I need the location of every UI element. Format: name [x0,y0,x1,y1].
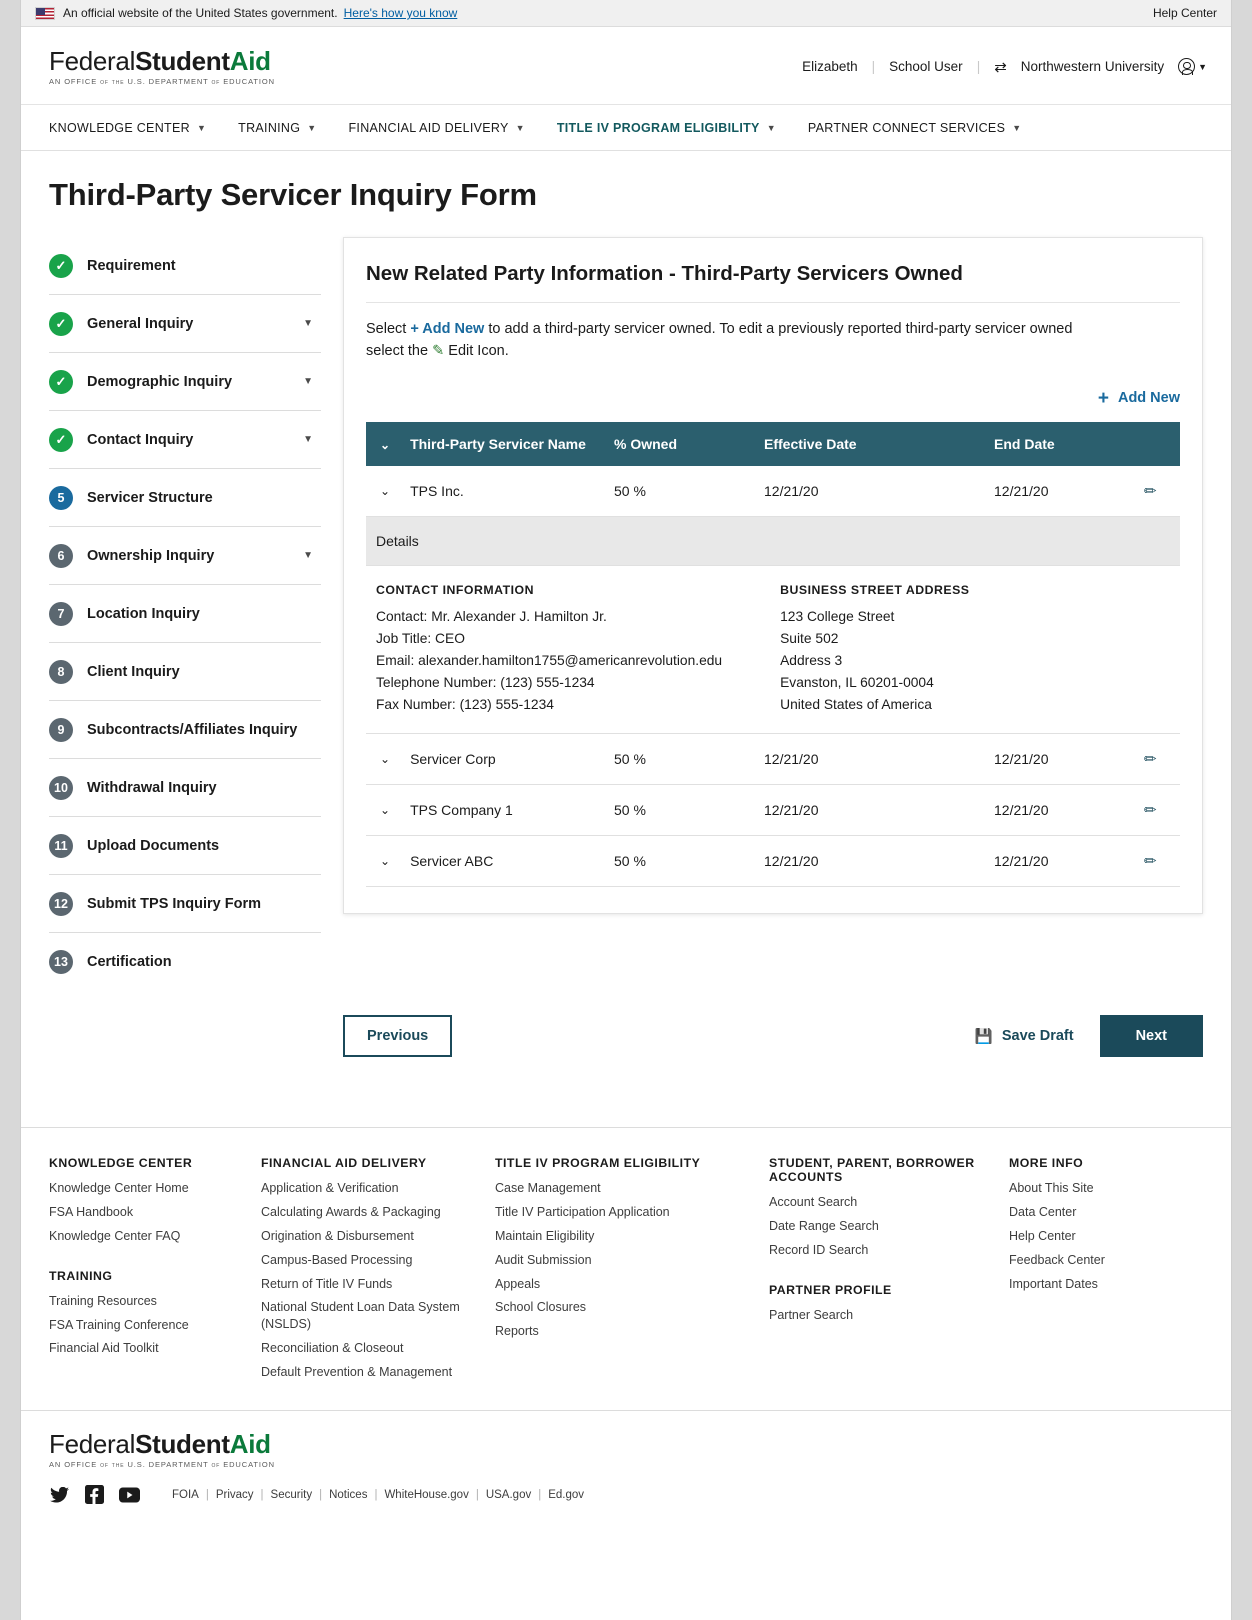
form-actions [343,1015,1203,1057]
details-header-row [366,516,1180,565]
contact-information-block [376,582,722,718]
main-navigation [21,105,1231,151]
address-line-1: 123 College Street [780,609,895,625]
step-status-check-icon [49,312,73,336]
footer-heading-partner-profile: PARTNER PROFILE [769,1282,892,1297]
previous-button[interactable]: Previous [343,1015,452,1057]
footer-link[interactable]: Title IV Participation Application [495,1204,670,1219]
row-percent-owned: 50 % [604,734,754,785]
chevron-down-icon: ▼ [1198,61,1207,72]
legal-link-whitehouse[interactable]: WhiteHouse.gov [384,1488,469,1501]
nav-item-financial-aid-delivery[interactable] [349,105,543,150]
social-and-legal [49,1484,1203,1505]
instruction-part-2: to add a third-party servicer owned. To edit a previously reported third-party servicer owned select the [366,321,1073,359]
row-effective-date: 12/21/20 [754,836,984,887]
divider-2: | [976,59,981,74]
swap-arrows-icon[interactable]: ⇄ [994,58,1007,76]
step-number-badge: 7 [49,602,73,626]
details-grid [376,582,1170,718]
card-instructions [366,319,1106,363]
row-edit-cell[interactable] [1134,734,1180,785]
row-end-date: 12/21/20 [984,836,1134,887]
row-servicer-name: Servicer Corp [400,734,604,785]
footer-link[interactable]: Help Center [1009,1228,1076,1243]
step-label: Submit TPS Inquiry Form [87,895,262,912]
add-new-row [366,389,1180,408]
how-you-know-link[interactable]: Here's how you know [343,6,458,20]
business-address-block [780,582,969,718]
row-servicer-name: TPS Inc. [400,466,604,517]
row-percent-owned: 50 % [604,836,754,887]
footer-bottom [21,1410,1231,1532]
details-content [366,565,1180,734]
contact-email: Email: alexander.hamilton1755@americanrevolution.edu [376,653,723,669]
step-number-badge: 10 [49,776,73,800]
address-line-3: Address 3 [780,653,843,669]
details-label: Details [366,516,1180,565]
address-line-2: Suite 502 [780,631,839,647]
step-subcontracts-affiliates-inquiry[interactable] [49,701,321,759]
step-label: Servicer Structure [87,489,213,506]
page-root [20,0,1232,1620]
legal-link-privacy[interactable]: Privacy [215,1488,254,1501]
footer-heading-training: TRAINING [49,1268,113,1283]
chevron-down-icon: ▼ [196,122,207,133]
row-effective-date: 12/21/20 [754,734,984,785]
step-demographic-inquiry[interactable] [49,353,321,411]
step-label: Certification [87,954,172,970]
divider-1: | [871,59,876,74]
footer-link[interactable]: Application & Verification [261,1181,399,1195]
edit-pencil-icon[interactable]: ✏ [1144,751,1157,769]
footer-link[interactable]: Training Resources [49,1293,157,1308]
nav-label: FINANCIAL AID DELIVERY [348,120,509,135]
step-number-badge: 12 [49,892,73,916]
user-avatar-icon [1178,58,1195,75]
legal-link-foia[interactable]: FOIA [172,1488,199,1501]
footer-link[interactable]: Important Dates [1009,1276,1098,1291]
row-end-date: 12/21/20 [984,734,1134,785]
add-new-label: Add New [1117,390,1180,406]
footer-column-title-iv-program-eligibility [495,1156,735,1388]
legal-link-usagov[interactable]: USA.gov [485,1488,532,1501]
column-end-date[interactable]: End Date [984,422,1134,466]
footer-link[interactable]: FSA Training Conference [49,1317,189,1332]
plus-icon: + [1097,387,1109,409]
pencil-icon: ✎ [432,342,445,359]
nav-item-knowledge-center[interactable] [49,105,224,150]
step-requirement[interactable] [49,237,321,295]
footer-link[interactable]: Appeals [495,1276,541,1291]
step-withdrawal-inquiry[interactable] [49,759,321,817]
facebook-icon[interactable] [84,1484,105,1505]
expand-all-header[interactable] [366,422,400,466]
government-banner [21,0,1231,27]
row-expand-toggle[interactable]: ⌄ [366,836,400,887]
footer-link[interactable]: Feedback Center [1009,1252,1105,1267]
step-label: Ownership Inquiry [87,547,215,564]
row-expand-toggle[interactable]: ⌄ [366,785,400,836]
footer-fsa-logo[interactable] [49,1428,1203,1469]
step-status-check-icon [49,254,73,278]
step-status-check-icon [49,370,73,394]
step-number-badge: 8 [49,660,73,684]
footer-logo-aid: Aid [229,1428,271,1459]
footer-link[interactable]: Case Management [495,1181,601,1195]
logo-aid: Aid [229,45,271,76]
step-number-badge: 6 [49,544,73,568]
account-menu-button[interactable] [1178,58,1207,75]
add-new-button[interactable] [1098,389,1180,408]
row-effective-date: 12/21/20 [754,466,984,517]
row-end-date: 12/21/20 [984,466,1134,517]
edit-pencil-icon[interactable]: ✏ [1144,802,1157,820]
step-status-check-icon [49,428,73,452]
floppy-disk-icon: 💾 [974,1028,993,1045]
edit-pencil-icon[interactable]: ✏ [1144,482,1157,500]
footer-logo-federal: Federal [49,1428,136,1459]
twitter-icon[interactable] [49,1484,70,1505]
card-heading: New Related Party Information - Third-Party Servicers Owned [366,262,1180,303]
legal-link-edgov[interactable]: Ed.gov [548,1488,585,1501]
nav-label: TITLE IV PROGRAM ELIGIBILITY [556,120,760,135]
legal-link-notices[interactable]: Notices [329,1488,368,1501]
row-effective-date: 12/21/20 [754,785,984,836]
table-header-row [366,422,1180,466]
row-expand-toggle[interactable]: ⌄ [366,466,400,517]
masthead [21,27,1231,105]
chevron-down-icon[interactable]: ▼ [303,318,313,329]
logo-federal: Federal [49,45,136,76]
business-address-heading: BUSINESS STREET ADDRESS [780,582,970,597]
organization-name: Northwestern University [1020,59,1165,74]
step-number-badge: 11 [49,834,73,858]
legal-sep: | [205,1488,209,1501]
step-number-badge: 5 [49,486,73,510]
row-servicer-name: TPS Company 1 [400,785,604,836]
table-body [366,466,1180,887]
step-general-inquiry[interactable] [49,295,321,353]
step-location-inquiry[interactable] [49,585,321,643]
column-percent-owned[interactable]: % Owned [604,422,754,466]
step-label: Location Inquiry [87,605,200,622]
row-edit-cell[interactable] [1134,466,1180,517]
footer-link[interactable]: Record ID Search [769,1242,869,1257]
contact-fax: Fax Number: (123) 555-1234 [376,697,554,713]
chevron-down-icon: ▼ [307,122,317,133]
footer-logo-student: Student [135,1428,230,1459]
row-end-date: 12/21/20 [984,785,1134,836]
address-city-state-zip: Evanston, IL 60201-0004 [780,675,934,691]
step-client-inquiry[interactable] [49,643,321,701]
step-label: Upload Documents [87,837,220,854]
column-effective-date[interactable]: Effective Date [754,422,984,466]
next-button[interactable]: Next [1100,1015,1203,1057]
legal-sep: | [319,1488,323,1501]
nav-item-title-iv-program-eligibility[interactable] [557,105,794,150]
logo-tagline: AN OFFICE of the U.S. DEPARTMENT of EDUCATION [49,76,275,86]
table-row[interactable] [366,836,1180,887]
chevron-down-icon: ▼ [1012,122,1022,133]
step-certification[interactable] [49,933,321,991]
footer-column-financial-aid-delivery [261,1156,461,1388]
nav-label: TRAINING [238,120,301,135]
footer-logo-tagline: AN OFFICE of the U.S. DEPARTMENT of EDUCATION [49,1459,275,1469]
footer-link[interactable]: Reconciliation & Closeout [261,1341,404,1356]
footer-link[interactable]: Knowledge Center FAQ [49,1228,181,1243]
footer-link[interactable]: Campus-Based Processing [261,1252,413,1267]
edit-pencil-icon[interactable]: ✏ [1144,853,1157,871]
legal-sep: | [475,1488,479,1501]
legal-sep: | [260,1488,264,1501]
content-area [21,213,1231,991]
footer-heading: STUDENT, PARENT, BORROWER ACCOUNTS [769,1156,975,1184]
footer-link[interactable]: Audit Submission [495,1252,592,1267]
contact-telephone: Telephone Number: (123) 555-1234 [376,675,595,691]
step-contact-inquiry[interactable] [49,411,321,469]
row-edit-cell[interactable] [1134,785,1180,836]
step-number-badge: 13 [49,950,73,974]
address-country: United States of America [780,697,932,713]
footer-link[interactable]: Default Prevention & Management [261,1365,453,1379]
legal-link-security[interactable]: Security [270,1488,313,1501]
footer-link[interactable]: Financial Aid Toolkit [49,1341,159,1356]
chevron-down-icon[interactable]: ▼ [303,434,313,445]
table-header [366,422,1180,466]
instruction-part-1: Select [366,321,411,337]
row-expand-toggle[interactable]: ⌄ [366,734,400,785]
step-label: Client Inquiry [87,663,180,680]
footer-link[interactable]: Reports [495,1324,539,1339]
row-edit-cell[interactable] [1134,836,1180,887]
chevron-down-icon[interactable]: ▼ [303,376,313,387]
us-flag-icon [35,7,55,20]
table-row[interactable] [366,734,1180,785]
step-ownership-inquiry[interactable] [49,527,321,585]
details-content-row [366,565,1180,734]
legal-sep: | [538,1488,542,1501]
footer-link[interactable]: Partner Search [769,1307,854,1322]
nav-label: PARTNER CONNECT SERVICES [807,120,1006,135]
row-percent-owned: 50 % [604,785,754,836]
contact-job-title: Job Title: CEO [376,631,465,647]
contact-name: Contact: Mr. Alexander J. Hamilton Jr. [376,609,607,625]
footer-column-more-info [1009,1156,1169,1388]
step-label: Requirement [87,257,176,274]
save-draft-button[interactable] [975,1028,1074,1045]
chevron-down-icon: ▼ [766,122,776,133]
user-area [802,58,1207,76]
instruction-part-3: Edit Icon. [444,342,509,359]
footer-link[interactable]: About This Site [1009,1181,1094,1195]
row-percent-owned: 50 % [604,466,754,517]
footer-column-knowledge-center [49,1156,227,1388]
form-stepper [49,237,321,991]
table-row[interactable] [366,466,1180,517]
step-number-badge: 9 [49,718,73,742]
step-label: General Inquiry [87,315,194,332]
step-label: Withdrawal Inquiry [87,779,217,796]
footer-heading: MORE INFO [1009,1156,1084,1170]
step-label: Demographic Inquiry [87,373,233,390]
column-edit [1134,422,1180,466]
footer-heading: KNOWLEDGE CENTER [49,1156,193,1170]
row-servicer-name: Servicer ABC [400,836,604,887]
step-submit-tps-inquiry-form[interactable] [49,875,321,933]
footer-link[interactable]: Knowledge Center Home [49,1181,189,1195]
youtube-icon[interactable] [119,1484,140,1505]
column-servicer-name[interactable]: Third-Party Servicer Name [400,422,604,466]
footer-link[interactable]: Date Range Search [769,1218,879,1233]
footer-link[interactable]: Maintain Eligibility [495,1228,595,1243]
footer-heading: FINANCIAL AID DELIVERY [261,1156,427,1170]
site-footer [21,1127,1231,1410]
legal-sep: | [374,1488,378,1501]
footer-link[interactable]: National Student Loan Data System (NSLDS) [261,1300,460,1332]
page-title: Third-Party Servicer Inquiry Form [49,177,537,212]
logo-student: Student [135,45,230,76]
user-name: Elizabeth [802,59,858,74]
nav-item-training[interactable] [238,105,334,150]
footer-link[interactable]: Data Center [1009,1204,1077,1219]
footer-link[interactable]: Origination & Disbursement [261,1228,414,1243]
chevron-down-icon[interactable]: ⌄ [380,437,391,452]
step-servicer-structure[interactable] [49,469,321,527]
servicers-owned-table [366,422,1180,888]
footer-link[interactable]: Account Search [769,1195,858,1209]
footer-link[interactable]: School Closures [495,1300,587,1315]
footer-link[interactable]: Return of Title IV Funds [261,1276,393,1291]
save-draft-label: Save Draft [1001,1028,1074,1044]
nav-item-partner-connect-services[interactable] [808,105,1040,150]
user-role: School User [889,59,963,74]
add-new-inline-link[interactable]: + Add New [410,321,485,337]
footer-link[interactable]: FSA Handbook [49,1204,134,1219]
chevron-down-icon[interactable]: ▼ [303,550,313,561]
help-center-link[interactable]: Help Center [1152,6,1217,20]
footer-heading: TITLE IV PROGRAM ELIGIBILITY [495,1156,701,1170]
nav-label: KNOWLEDGE CENTER [49,120,190,135]
step-label: Contact Inquiry [87,431,194,448]
step-upload-documents[interactable] [49,817,321,875]
related-party-card [343,237,1203,914]
contact-information-heading: CONTACT INFORMATION [376,582,534,597]
footer-column-accounts [769,1156,975,1388]
chevron-down-icon: ▼ [515,122,525,133]
fsa-logo[interactable] [49,45,275,86]
footer-link[interactable]: Calculating Awards & Packaging [261,1204,441,1219]
table-row[interactable] [366,785,1180,836]
legal-links [172,1489,584,1501]
gov-banner-text: An official website of the United States government. [63,6,338,20]
step-label: Subcontracts/Affiliates Inquiry [87,721,298,738]
